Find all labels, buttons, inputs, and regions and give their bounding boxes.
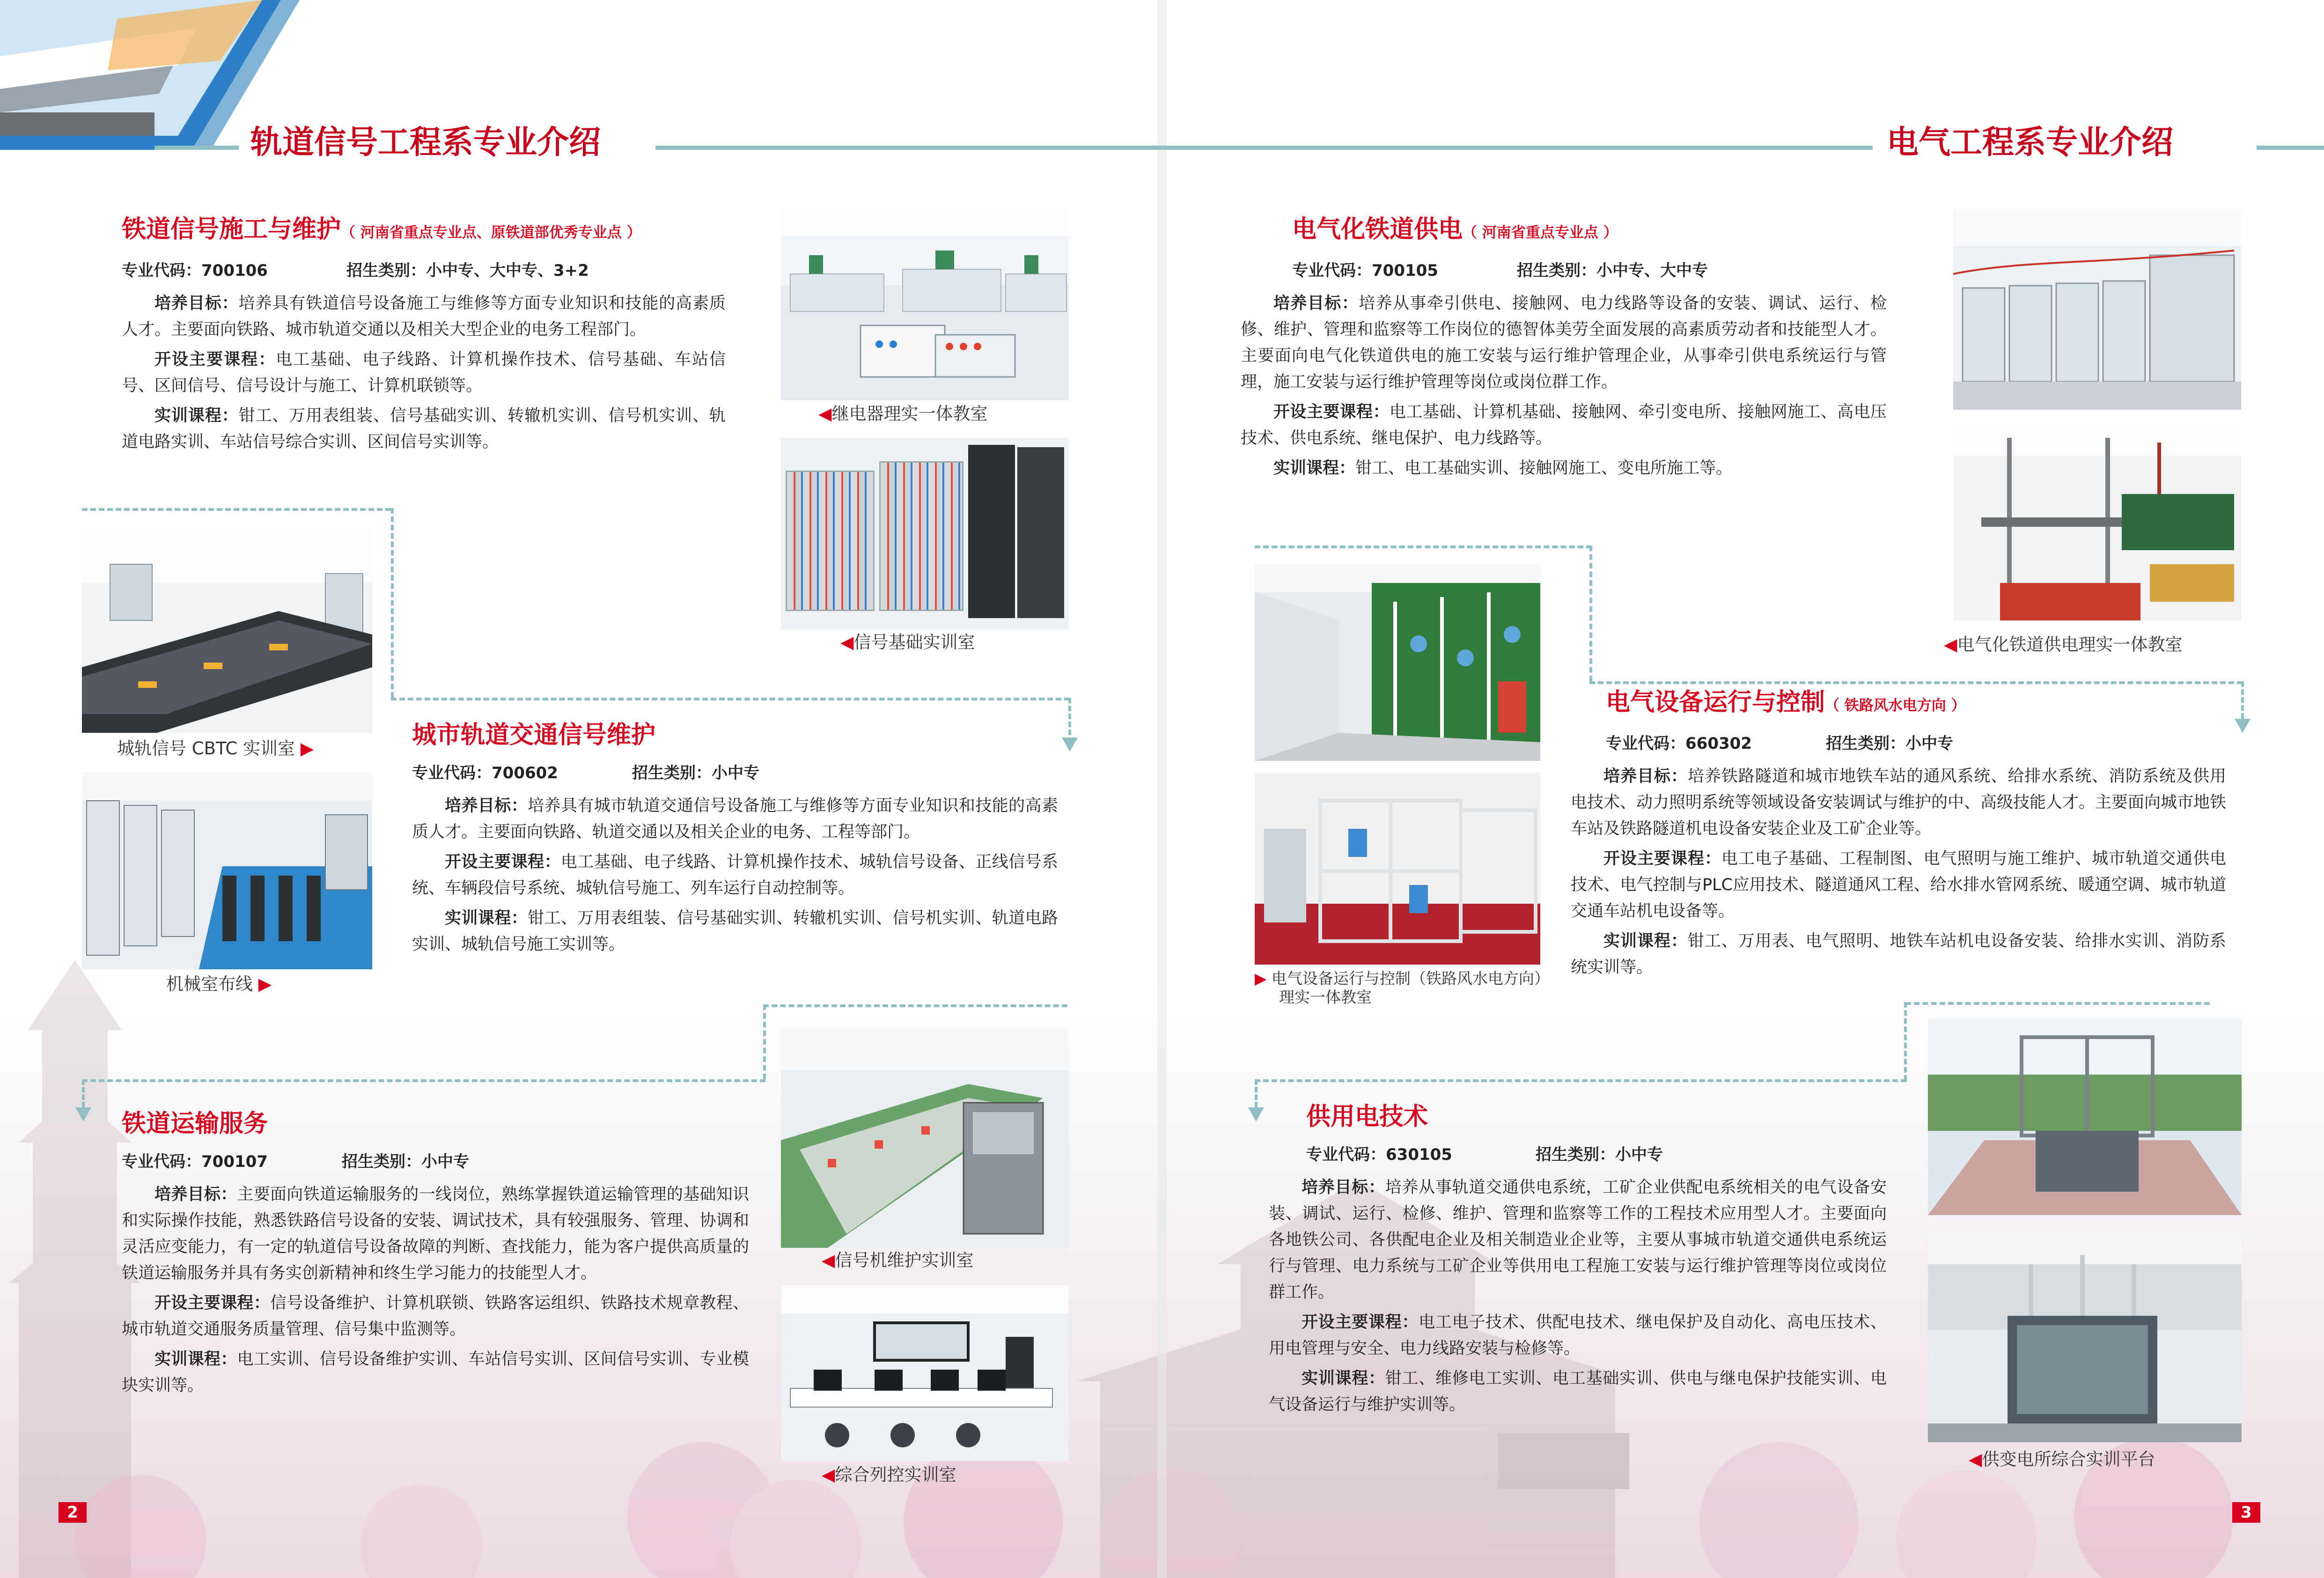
arrow-down-icon bbox=[1248, 1107, 1264, 1121]
caption-arrow-icon: ▶ bbox=[1255, 969, 1272, 988]
caption-arrow-icon: ▶ bbox=[253, 974, 272, 994]
caption-cbtc-lab: 城轨信号 CBTC 实训室 ▶ bbox=[117, 738, 314, 759]
caption-machine-room: 机械室布线 ▶ bbox=[166, 974, 272, 994]
major-note: （ 河南省重点专业点、原铁道部优秀专业点 ） bbox=[341, 224, 641, 241]
connector-left-2 bbox=[763, 1004, 1067, 1007]
major-training: 实训课程：钳工、万用表组装、信号基础实训、转辙机实训、信号机实训、轨道电路实训、城轨信号施工实训等。 bbox=[412, 909, 1058, 954]
page-number-right: 3 bbox=[2232, 1502, 2260, 1523]
photo-art bbox=[781, 1028, 1069, 1248]
connector-left-2d bbox=[82, 1079, 85, 1107]
photo-art bbox=[1953, 208, 2241, 410]
major-category: 招生类别：小中专、大中专 bbox=[1517, 261, 1708, 280]
major-category: 招生类别：小中专 bbox=[1826, 734, 1953, 753]
major-railway-transport bbox=[84, 1107, 749, 1399]
major-code: 专业代码：700107 bbox=[122, 1152, 268, 1171]
connector-right-1 bbox=[1255, 546, 1592, 548]
connector-right-2d bbox=[1255, 1079, 1258, 1107]
major-title: 电气设备运行与控制（ 铁路风水电方向 ） bbox=[1606, 688, 1966, 716]
photo-substation-b bbox=[1928, 1236, 2242, 1442]
page-number-left: 2 bbox=[59, 1502, 87, 1523]
major-title: 铁道信号施工与维护（ 河南省重点专业点、原铁道部优秀专业点 ） bbox=[122, 215, 641, 243]
major-courses: 开设主要课程：电工基础、电子线路、计算机操作技术、城轨信号设备、正线信号系统、车辆段信号系统、城轨信号施工、列车运行自动控制等。 bbox=[412, 853, 1058, 898]
major-courses: 开设主要课程：电工电子基础、工程制图、电气照明与施工维护、城市轨道交通供电技术、电气控制与PLC应用技术、隧道通风工程、给水排水管网系统、暖通空调、城市轨道交通车站机电设备等。 bbox=[1571, 849, 2226, 921]
right-header-title: 电气工程系专业介绍 bbox=[1887, 124, 2174, 161]
major-category: 招生类别：小中专、大中专、3+2 bbox=[346, 261, 589, 280]
photo-electrified-classroom-b bbox=[1953, 424, 2241, 620]
major-goal: 培养目标：培养从事牵引供电、接触网、电力线路等设备的安装、调试、运行、检修、维护、管理和监察等工作岗位的德智体美劳全面发展的高素质劳动者和技能型人才。主要面向电气化铁道供电的施工安装与运行维护管理企业，从事牵引供电系统运行与管理，施工安装与运行维护管理等岗位或岗位群工作。 bbox=[1241, 294, 1887, 391]
major-goal: 培养目标：培养从事轨道交通供电系统，工矿企业供配电系统相关的电气设备安装、调试、运行、检修、维护、管理和监察等工作的工程技术应用型人才。主要面向各地铁公司、各供配电企业及相关制造业企业等，主要从事城市轨道交通供电系统运行与管理、电力系统与工矿企业等供用电工程施工安装与运行维护管理等岗位或岗位群工作。 bbox=[1269, 1178, 1887, 1302]
photo-art bbox=[781, 1285, 1069, 1461]
major-courses: 开设主要课程：信号设备维护、计算机联锁、铁路客运组织、铁路技术规章教程、城市轨道交通服务质量管理、信号集中监测等。 bbox=[122, 1294, 749, 1339]
arrow-down-icon bbox=[2235, 719, 2250, 733]
photo-art bbox=[1928, 1018, 2242, 1215]
connector-right-2c bbox=[1255, 1079, 1906, 1082]
connector-left-2c bbox=[82, 1079, 765, 1082]
photo-equipment-classroom-a bbox=[1255, 564, 1540, 761]
connector-left-1b bbox=[391, 508, 394, 698]
major-title: 供用电技术 bbox=[1306, 1103, 1428, 1131]
major-title: 城市轨道交通信号维护 bbox=[412, 721, 656, 749]
photo-cbtc-lab bbox=[82, 527, 372, 733]
major-goal: 培养目标：培养具有城市轨道交通信号设备施工与维修等方面专业知识和技能的高素质人才。主要面向铁路、轨道交通以及相关企业的电务、工程等部门。 bbox=[412, 796, 1058, 841]
major-training: 实训课程：钳工、万用表、电气照明、地铁车站机电设备安装、给排水实训、消防系统实训等。 bbox=[1571, 932, 2226, 977]
caption-signal-machine-lab: ◀信号机维护实训室 bbox=[822, 1250, 974, 1270]
left-header-rule-a bbox=[154, 146, 239, 150]
major-power-supply bbox=[1269, 1100, 1887, 1418]
connector-right-2 bbox=[1905, 1002, 2210, 1005]
connector-left-1 bbox=[82, 508, 391, 511]
connector-right-2b bbox=[1904, 1002, 1907, 1081]
photo-dispatch-lab bbox=[781, 1285, 1069, 1461]
caption-equipment-classroom: ▶ 电气设备运行与控制（铁路风水电方向） 理实一体教室 bbox=[1255, 969, 1550, 1006]
photo-electrified-classroom-a bbox=[1953, 208, 2241, 410]
major-codes bbox=[412, 762, 1058, 784]
major-courses: 开设主要课程：电工基础、计算机基础、接触网、牵引变电所、接触网施工、高电压技术、供电系统、继电保护、电力线路等。 bbox=[1241, 403, 1887, 448]
connector-right-1b bbox=[1589, 546, 1592, 681]
photo-art bbox=[1953, 424, 2241, 620]
photo-machine-room bbox=[82, 773, 372, 969]
connector-left-2b bbox=[763, 1004, 766, 1079]
major-courses: 开设主要课程：电工基础、电子线路、计算机操作技术、信号基础、车站信号、区间信号、信号设计与施工、计算机联锁等。 bbox=[122, 350, 726, 395]
major-title: 铁道运输服务 bbox=[122, 1110, 268, 1138]
caption-substation: ◀供变电所综合实训平台 bbox=[1969, 1449, 2155, 1469]
caption-dispatch-lab: ◀综合列控实训室 bbox=[822, 1465, 956, 1485]
caption-electrified-classroom: ◀电气化铁道供电理实一体教室 bbox=[1944, 634, 2183, 655]
photo-substation-a bbox=[1928, 1018, 2242, 1215]
major-code: 专业代码：700106 bbox=[122, 261, 268, 280]
major-codes bbox=[1306, 1143, 1887, 1166]
photo-equipment-classroom-b bbox=[1255, 773, 1540, 965]
major-training: 实训课程：钳工、维修电工实训、电工基础实训、供电与继电保护技能实训、电气设备运行与维护实训等。 bbox=[1269, 1369, 1887, 1414]
major-railway-signal bbox=[122, 213, 726, 455]
major-code: 专业代码：660302 bbox=[1606, 734, 1752, 753]
major-codes bbox=[122, 259, 726, 282]
major-electrified-railway bbox=[1241, 213, 1887, 481]
photo-relay-classroom bbox=[781, 208, 1069, 400]
caption-arrow-icon: ◀ bbox=[822, 1250, 835, 1270]
photo-art bbox=[1255, 564, 1540, 761]
major-code: 专业代码：700105 bbox=[1292, 261, 1438, 280]
right-header-rule-c bbox=[2257, 146, 2324, 150]
major-training: 实训课程：电工实训、信号设备维护实训、车站信号实训、区间信号实训、专业模块实训等。 bbox=[122, 1350, 749, 1395]
photo-art bbox=[1928, 1236, 2242, 1442]
connector-left-1c bbox=[391, 698, 1070, 701]
major-goal: 培养目标：培养具有铁道信号设备施工与维修等方面专业知识和技能的高素质人才。主要面向铁路、城市轨道交通以及相关大型企业的电务工程部门。 bbox=[122, 294, 726, 339]
major-code: 专业代码：630105 bbox=[1306, 1145, 1452, 1164]
caption-arrow-icon: ◀ bbox=[1944, 634, 1957, 655]
major-codes bbox=[1292, 259, 1887, 282]
right-header-rule-b bbox=[1592, 146, 1873, 150]
photo-art bbox=[82, 527, 372, 733]
major-courses: 开设主要课程：电工电子技术、供配电技术、继电保护及自动化、高电压技术、用电管理与安全、电力线路安装与检修等。 bbox=[1269, 1313, 1887, 1358]
arrow-down-icon bbox=[1062, 737, 1078, 752]
caption-relay-classroom: ◀继电器理实一体教室 bbox=[818, 404, 988, 424]
major-note: （ 铁路风水电方向 ） bbox=[1825, 697, 1966, 714]
photo-signal-basic-lab bbox=[781, 438, 1069, 630]
caption-arrow-icon: ◀ bbox=[840, 632, 854, 652]
major-note: （ 河南省重点专业点 ） bbox=[1463, 224, 1618, 241]
connector-right-1d bbox=[2241, 681, 2244, 719]
major-category: 招生类别：小中专 bbox=[632, 764, 759, 782]
left-header-title: 轨道信号工程系专业介绍 bbox=[250, 124, 601, 161]
major-electrical-equipment bbox=[1571, 686, 2227, 981]
major-code: 专业代码：700602 bbox=[412, 764, 558, 782]
major-goal: 培养目标：主要面向铁道运输服务的一线岗位，熟练掌握铁道运输管理的基础知识和实际操作技能，熟悉铁路信号设备的安装、调试技术，具有较强服务、管理、协调和灵活应变能力，有一定的轨道信号设备故障的判断、查找能力，能为客户提供高质量的铁道运输服务并具有务实创新精神和终生学习能力的技能型人才。 bbox=[122, 1185, 749, 1283]
major-codes bbox=[1606, 732, 2226, 755]
major-category: 招生类别：小中专 bbox=[1536, 1145, 1663, 1164]
photo-art bbox=[1255, 773, 1540, 965]
connector-right-1c bbox=[1589, 681, 2243, 684]
caption-signal-basic-lab: ◀信号基础实训室 bbox=[840, 632, 975, 652]
caption-arrow-icon: ◀ bbox=[818, 404, 832, 424]
major-goal: 培养目标：培养铁路隧道和城市地铁车站的通风系统、给排水系统、消防系统及供用电技术、动力照明系统等领域设备安装调试与维护的中、高级技能人才。主要面向城市地铁车站及铁路隧道机电设备安装企业及工矿企业等。 bbox=[1571, 767, 2227, 838]
photo-signal-machine-lab bbox=[781, 1028, 1069, 1248]
major-training: 实训课程：钳工、电工基础实训、接触网施工、变电所施工等。 bbox=[1273, 459, 1733, 478]
photo-art bbox=[82, 773, 372, 969]
connector-left-1d bbox=[1068, 698, 1071, 735]
caption-arrow-icon: ▶ bbox=[295, 738, 314, 759]
caption-arrow-icon: ◀ bbox=[822, 1465, 835, 1485]
major-urban-rail-signal bbox=[412, 719, 1058, 958]
major-title: 电气化铁道供电（ 河南省重点专业点 ） bbox=[1292, 215, 1618, 243]
photo-art bbox=[781, 208, 1069, 400]
major-training: 实训课程：钳工、万用表组装、信号基础实训、转辙机实训、信号机实训、轨道电路实训、车站信号综合实训、区间信号实训等。 bbox=[122, 406, 726, 451]
caption-arrow-icon: ◀ bbox=[1969, 1449, 1982, 1469]
major-codes bbox=[84, 1150, 749, 1173]
major-category: 招生类别：小中专 bbox=[342, 1152, 469, 1171]
